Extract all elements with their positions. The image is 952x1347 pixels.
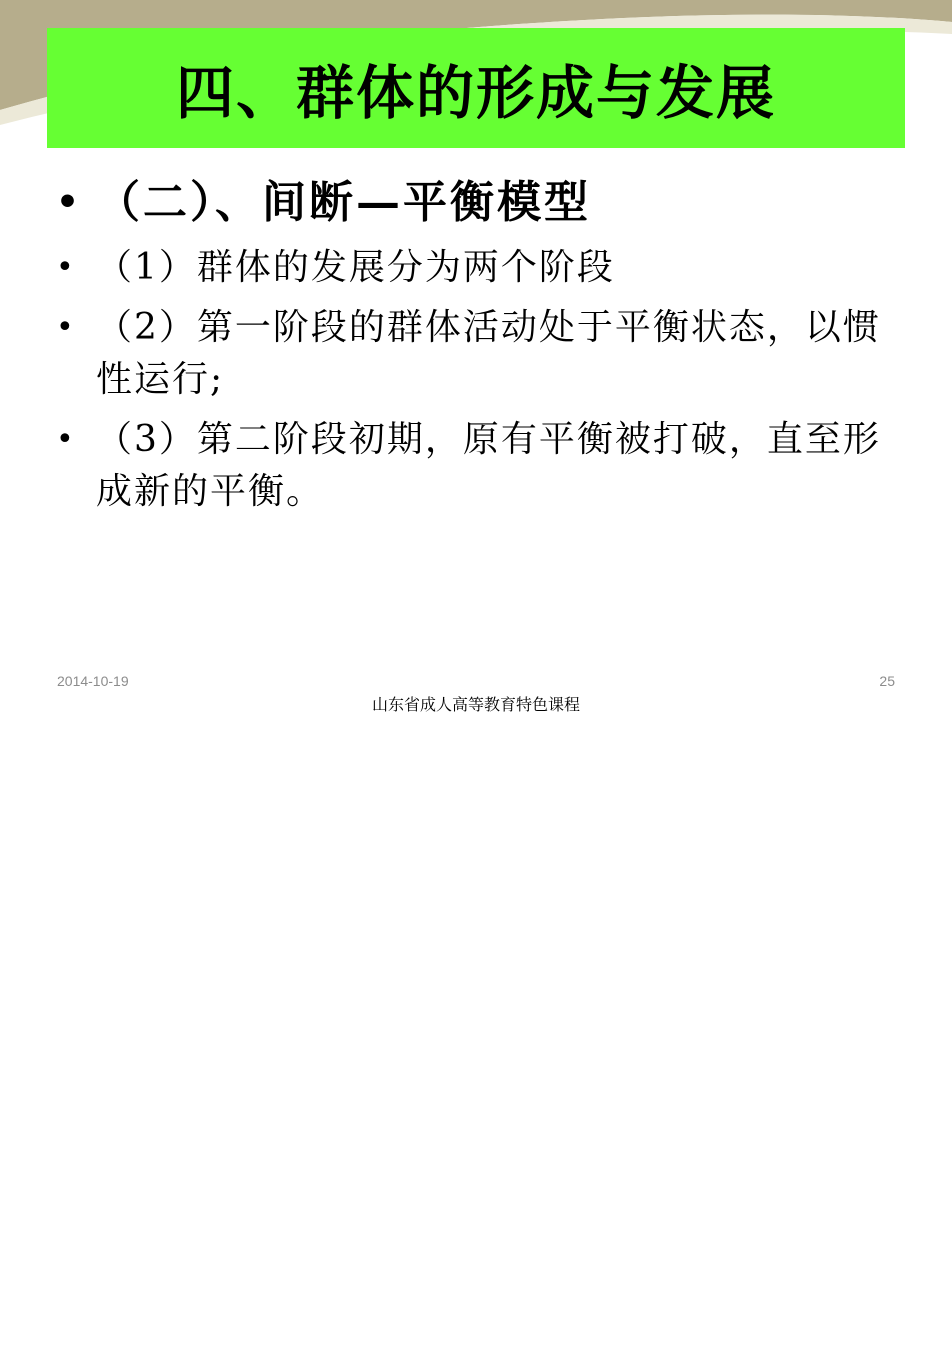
bullet-item <box>56 172 896 234</box>
bullet-item <box>56 302 896 406</box>
bullet-dot: • <box>56 182 83 223</box>
footer-page-number: 25 <box>879 673 895 689</box>
bullet-item <box>56 242 896 294</box>
bullet-text: （2）第一阶段的群体活动处于平衡状态，以惯性运行; <box>96 307 881 400</box>
bullet-dot: • <box>56 422 76 457</box>
footer-date: 2014-10-19 <box>57 673 129 689</box>
bullet-list <box>56 172 896 526</box>
bullet-text: （二）、间断—平衡模型 <box>96 177 591 228</box>
bullet-dot: • <box>56 310 76 345</box>
title-banner <box>47 28 905 148</box>
footer-course-name: 山东省成人高等教育特色课程 <box>371 695 580 714</box>
bullet-text: （3）第二阶段初期，原有平衡被打破，直至形成新的平衡。 <box>96 419 881 512</box>
bullet-dot: • <box>56 250 76 285</box>
slide-title: 四、群体的形成与发展 <box>175 59 776 127</box>
bullet-text: （1）群体的发展分为两个阶段 <box>96 247 615 288</box>
bullet-item <box>56 414 896 518</box>
